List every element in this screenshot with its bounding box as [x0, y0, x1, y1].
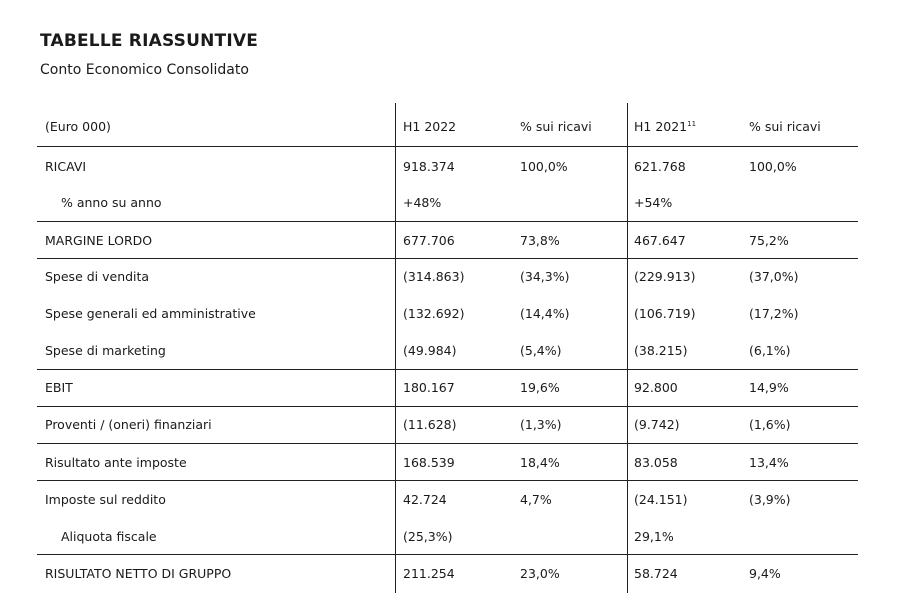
value-pct-2022: 100,0% — [520, 159, 568, 174]
value-h1-2022: 168.539 — [403, 455, 455, 470]
value-pct-2021: (37,0%) — [749, 269, 799, 284]
value-h1-2021: 29,1% — [634, 529, 674, 544]
page-subtitle: Conto Economico Consolidato — [40, 62, 249, 78]
value-pct-2021: (6,1%) — [749, 343, 791, 358]
row-divider — [37, 369, 858, 370]
value-pct-2022: (1,3%) — [520, 417, 562, 432]
row-divider — [37, 443, 858, 444]
value-h1-2022: 677.706 — [403, 233, 455, 248]
header-label: (Euro 000) — [45, 119, 111, 134]
row-label: Spese di vendita — [45, 269, 150, 284]
value-h1-2022: 211.254 — [403, 566, 455, 581]
footnote-marker: 11 — [687, 119, 697, 128]
value-pct-2022: 73,8% — [520, 233, 560, 248]
value-h1-2022: (132.692) — [403, 306, 465, 321]
value-pct-2021: 13,4% — [749, 455, 789, 470]
row-label: Spese di marketing — [45, 343, 166, 358]
row-label: EBIT — [45, 380, 73, 395]
value-h1-2021: 58.724 — [634, 566, 678, 581]
row-label: % anno su anno — [61, 195, 162, 210]
value-h1-2021: 92.800 — [634, 380, 678, 395]
row-label: Spese generali ed amministrative — [45, 306, 256, 321]
value-pct-2021: (1,6%) — [749, 417, 791, 432]
value-h1-2021: 83.058 — [634, 455, 678, 470]
column-divider-2021 — [627, 103, 628, 593]
value-h1-2021: (24.151) — [634, 492, 688, 507]
value-pct-2021: 9,4% — [749, 566, 781, 581]
value-pct-2022: (14,4%) — [520, 306, 570, 321]
value-h1-2021: 467.647 — [634, 233, 686, 248]
header-pct-2022: % sui ricavi — [520, 119, 592, 134]
row-label: Proventi / (oneri) finanziari — [45, 417, 212, 432]
value-pct-2022: 19,6% — [520, 380, 560, 395]
value-pct-2022: 4,7% — [520, 492, 552, 507]
value-pct-2021: 100,0% — [749, 159, 797, 174]
income-statement-table — [37, 103, 858, 593]
header-pct-2021: % sui ricavi — [749, 119, 821, 134]
value-pct-2022: 18,4% — [520, 455, 560, 470]
value-pct-2021: 75,2% — [749, 233, 789, 248]
value-h1-2021: 621.768 — [634, 159, 686, 174]
row-divider — [37, 406, 858, 407]
value-h1-2021: +54% — [634, 195, 673, 210]
row-divider — [37, 480, 858, 481]
header-h1-2021 — [634, 119, 696, 134]
value-h1-2022: 180.167 — [403, 380, 455, 395]
row-label: Risultato ante imposte — [45, 455, 187, 470]
value-h1-2021: (106.719) — [634, 306, 696, 321]
value-h1-2022: (11.628) — [403, 417, 457, 432]
header-h1-2022: H1 2022 — [403, 119, 457, 134]
row-label: RISULTATO NETTO DI GRUPPO — [45, 566, 232, 581]
row-divider — [37, 146, 858, 147]
row-divider — [37, 221, 858, 222]
row-divider — [37, 554, 858, 555]
value-h1-2022: 42.724 — [403, 492, 447, 507]
value-pct-2021: 14,9% — [749, 380, 789, 395]
value-pct-2022: (5,4%) — [520, 343, 562, 358]
row-divider — [37, 258, 858, 259]
column-divider-2022 — [395, 103, 396, 593]
row-label: MARGINE LORDO — [45, 233, 153, 248]
value-h1-2021: (229.913) — [634, 269, 696, 284]
value-h1-2022: (49.984) — [403, 343, 457, 358]
value-pct-2021: (3,9%) — [749, 492, 791, 507]
value-pct-2021: (17,2%) — [749, 306, 799, 321]
page-title: TABELLE RIASSUNTIVE — [40, 31, 259, 51]
value-h1-2021: (9.742) — [634, 417, 680, 432]
value-h1-2022: (314.863) — [403, 269, 465, 284]
row-label: Imposte sul reddito — [45, 492, 166, 507]
header-h1-2021-text: H1 2021 — [634, 119, 688, 134]
value-h1-2022: 918.374 — [403, 159, 455, 174]
value-pct-2022: (34,3%) — [520, 269, 570, 284]
value-pct-2022: 23,0% — [520, 566, 560, 581]
row-label: Aliquota fiscale — [61, 529, 157, 544]
row-label: RICAVI — [45, 159, 87, 174]
value-h1-2022: +48% — [403, 195, 442, 210]
value-h1-2022: (25,3%) — [403, 529, 453, 544]
value-h1-2021: (38.215) — [634, 343, 688, 358]
